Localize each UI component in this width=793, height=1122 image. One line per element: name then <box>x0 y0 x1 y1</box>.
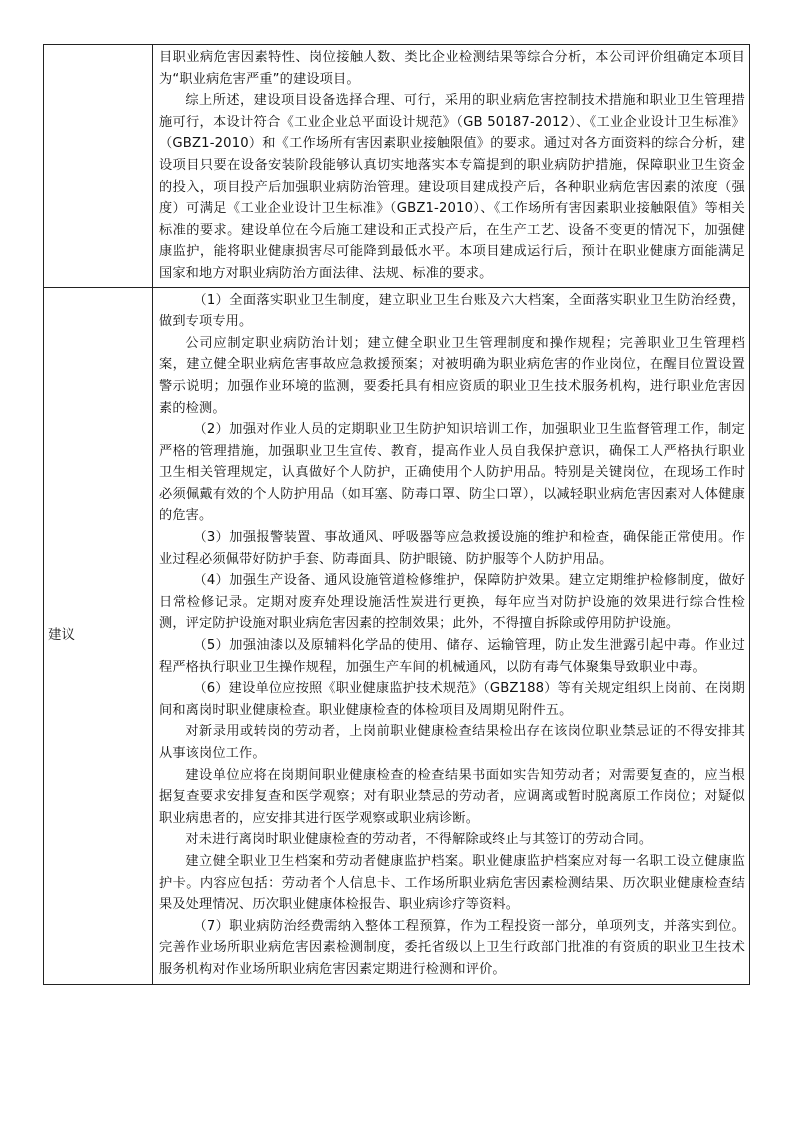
row-label-empty <box>44 45 153 288</box>
suggestions-content <box>153 287 750 984</box>
conclusion-table <box>43 44 750 985</box>
suggestion-7: （7）职业病防治经费需纳入整体工程预算，作为工程投资一部分，单项列支，并落实到位。完善作业场所职业病危害因素检测制度，委托省级以上卫生行政部门批准的有资质的职业卫生技术服务机构对作业场所职业病危害因素定期进行检测和评价。 <box>159 918 745 977</box>
suggestion-3: （3）加强报警装置、事故通风、呼吸器等应急救援设施的维护和检查，确保能正常使用。作业过程必须佩带好防护手套、防毒面具、防护眼镜、防护服等个人防护用品。 <box>159 530 745 567</box>
suggestion-1: （1）全面落实职业卫生制度，建立职业卫生台账及六大档案，全面落实职业卫生防治经费，做到专项专用。 <box>159 292 745 330</box>
suggestion-6-new-hires: 对新录用或转岗的劳动者，上岗前职业健康检查结果检出存在该岗位职业禁忌证的不得安排其从事该岗位工作。 <box>159 724 745 761</box>
suggestion-4: （4）加强生产设备、通风设施管道检修维护，保障防护效果。建立定期维护检修制度，做好日常检修记录。定期对废弃处理设施活性炭进行更换，每年应当对防护设施的效果进行综合性检测，评定防护设施对职业病危害因素的控制效果；此外，不得擅自拆除或停用防护设施。 <box>159 573 745 632</box>
suggestion-6-departure: 对未进行离岗时职业健康检查的劳动者，不得解除或终止与其签订的劳动合同。 <box>185 832 653 848</box>
suggestion-6-in-service: 建设单位应将在岗期间职业健康检查的检查结果书面如实告知劳动者；对需要复查的，应当根据复查要求安排复查和医学观察；对有职业禁忌的劳动者，应调离或暂时脱离原工作岗位；对疑似职业病患者的，应安排其进行医学观察或职业病诊断。 <box>159 767 745 826</box>
conclusion-paragraph-continued: 目职业病危害因素特性、岗位接触人数、类比企业检测结果等综合分析，本公司评价组确定本项目为“职业病危害严重”的建设项目。 <box>159 50 745 87</box>
suggestion-6: （6）建设单位应按照《职业健康监护技术规范》（GBZ188）等有关规定组织上岗前、在岗期间和离岗时职业健康检查。职业健康检查的体检项目及周期见附件五。 <box>159 681 745 718</box>
summary-paragraph: 综上所述，建设项目设备选择合理、可行，采用的职业病危害控制技术措施和职业卫生管理措施可行，本设计符合《工业企业总平面设计规范》（GB 50187-2012）、《工业企业设计卫生标准》（GBZ1-2010）和《工作场所有害因素职业接触限值》的要求。通过对各方面资料的综合分析，建设项目只要在设备安装阶段能够认真切实地落实本专篇提到的职业病防护措施，保障职业卫生资金的投入，项目投产后加强职业病防治管理。建设项目建成投产后，各种职业病危害因素的浓度（强度）可满足《工业企业设计卫生标准》（GBZ1-2010）、《工作场所有害因素职业接触限值》等相关标准的要求。建设单位在今后施工建设和正式投产后，在生产工艺、设备不变更的情况下，加强健康监护，能将职业健康损害尽可能降到最低水平。本项目建成运行后，预计在职业健康方面能满足国家和地方对职业病防治方面法律、法规、标准的要求。 <box>159 93 745 281</box>
suggestion-6-records: 建立健全职业卫生档案和劳动者健康监护档案。职业健康监护档案应对每一名职工设立健康监护卡。内容应包括：劳动者个人信息卡、工作场所职业病危害因素检测结果、历次职业健康检查结果及处理情况、历次职业健康体检报告、职业病诊疗等资料。 <box>159 853 745 913</box>
suggestion-5: （5）加强油漆以及原辅料化学品的使用、储存、运输管理，防止发生泄露引起中毒。作业过程严格执行职业卫生操作规程，加强生产车间的机械通风，以防有毒气体聚集导致职业中毒。 <box>159 638 745 675</box>
row-label-suggestions: 建议 <box>44 287 153 984</box>
table-row-suggestions <box>44 287 750 984</box>
suggestion-2: （2）加强对作业人员的定期职业卫生防护知识培训工作，加强职业卫生监督管理工作，制定严格的管理措施，加强职业卫生宣传、教育，提高作业人员自我保护意识，确保工人严格执行职业卫生相关管理规定，认真做好个人防护，正确使用个人防护用品。特别是关键岗位，在现场工作时必须佩戴有效的个人防护用品（如耳塞、防毒口罩、防尘口罩），以减轻职业病危害因素对人体健康的危害。 <box>159 422 745 524</box>
suggestion-1-detail: 公司应制定职业病防治计划；建立健全职业卫生管理制度和操作规程；完善职业卫生管理档案，建立健全职业病危害事故应急救援预案；对被明确为职业病危害的作业岗位，在醒目位置设置警示说明；加强作业环境的监测，要委托具有相应资质的职业卫生技术服务机构，进行职业危害因素的检测。 <box>159 335 745 416</box>
table-row-conclusion <box>44 45 750 288</box>
conclusion-content <box>153 45 750 288</box>
